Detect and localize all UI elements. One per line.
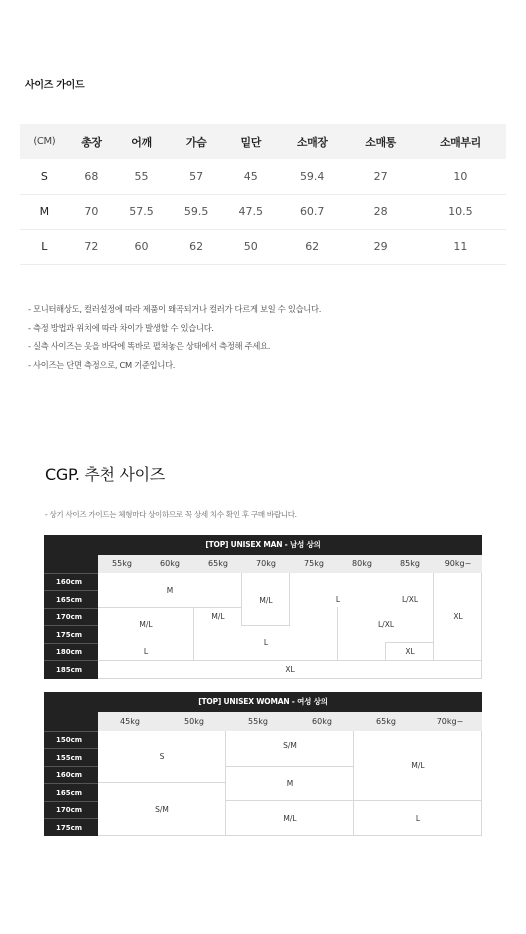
table-cell: 72 — [69, 229, 115, 264]
size-cell: L — [143, 646, 149, 656]
height-label: 160cm — [44, 766, 98, 783]
height-label: 185cm — [44, 660, 98, 679]
table-cell: 57.5 — [114, 194, 169, 229]
size-cell: XL — [285, 665, 295, 674]
weight-label: 60kg — [312, 717, 332, 726]
woman-size-chart — [44, 692, 482, 836]
weight-label: 70kg — [256, 559, 276, 568]
size-table-header-row — [20, 124, 506, 159]
size-cell: L — [335, 594, 341, 604]
size-cell: XL — [405, 646, 415, 656]
size-guide-title: 사이즈 가이드 — [25, 80, 85, 91]
table-cell: 11 — [415, 229, 506, 264]
table-cell: 47.5 — [223, 194, 278, 229]
header-cuff: 소매부리 — [415, 124, 506, 159]
size-cell: L — [263, 638, 269, 647]
weight-label: 70kg~ — [436, 717, 464, 726]
size-table — [20, 124, 506, 265]
height-label: 170cm — [44, 608, 98, 625]
table-cell: 10.5 — [415, 194, 506, 229]
woman-chart-corner — [44, 712, 98, 731]
weight-label: 80kg — [352, 559, 372, 568]
cgp-title: CGP. 추천 사이즈 — [45, 465, 165, 484]
height-label: 155cm — [44, 748, 98, 766]
size-cell: M — [286, 779, 294, 788]
man-chart-header: [TOP] UNISEX MAN - 남성 상의 — [44, 535, 482, 555]
size-cell: M/L — [259, 595, 273, 605]
table-cell: M — [20, 194, 69, 229]
table-cell: 60 — [114, 229, 169, 264]
header-total-length: 총장 — [69, 124, 115, 159]
weight-label: 50kg — [184, 717, 204, 726]
table-cell: S — [20, 159, 69, 194]
weight-label: 90kg~ — [444, 559, 472, 568]
size-cell: M/L — [211, 611, 225, 621]
size-cell: M/L — [139, 620, 153, 629]
man-weight-row — [98, 555, 482, 573]
size-cell: M/L — [411, 761, 425, 770]
size-cell: L/XL — [401, 594, 419, 604]
header-chest: 가슴 — [169, 124, 224, 159]
size-cell: S — [159, 752, 165, 761]
size-cell: S/M — [155, 805, 169, 814]
height-label: 165cm — [44, 783, 98, 801]
weight-label: 60kg — [160, 559, 180, 568]
table-cell: L — [20, 229, 69, 264]
table-cell: 59.5 — [169, 194, 224, 229]
table-cell: 68 — [69, 159, 115, 194]
table-cell: 55 — [114, 159, 169, 194]
man-chart-corner — [44, 555, 98, 573]
weight-label: 75kg — [304, 559, 324, 568]
height-label: 175cm — [44, 818, 98, 836]
height-label: 170cm — [44, 801, 98, 818]
woman-weight-row — [98, 712, 482, 731]
header-hem: 밑단 — [223, 124, 278, 159]
table-cell: 62 — [169, 229, 224, 264]
table-cell: 50 — [223, 229, 278, 264]
header-unit: (CM) — [20, 124, 69, 159]
table-cell: 57 — [169, 159, 224, 194]
table-cell: 62 — [278, 229, 346, 264]
cgp-note: - 상기 사이즈 가이드는 체형마다 상이하므로 꼭 상세 치수 확인 후 구매 바랍니다. — [45, 510, 297, 519]
header-sleeve-width: 소매통 — [346, 124, 414, 159]
header-shoulder: 어깨 — [114, 124, 169, 159]
weight-label: 55kg — [248, 717, 268, 726]
note-item: - 실측 사이즈는 옷을 바닥에 똑바로 펼쳐놓은 상태에서 측정해 주세요. — [28, 341, 271, 351]
height-label: 175cm — [44, 625, 98, 643]
table-row — [20, 194, 506, 229]
weight-label: 55kg — [112, 559, 132, 568]
table-cell: 45 — [223, 159, 278, 194]
notes-list — [28, 300, 321, 374]
table-cell: 28 — [346, 194, 414, 229]
table-row — [20, 229, 506, 264]
man-size-chart — [44, 535, 482, 680]
note-item: - 사이즈는 단면 측정으로, CM 기준입니다. — [28, 359, 176, 370]
header-sleeve-length: 소매장 — [278, 124, 346, 159]
height-label: 150cm — [44, 731, 98, 748]
weight-label: 85kg — [400, 559, 420, 568]
table-row — [20, 159, 506, 194]
table-cell: 59.4 — [278, 159, 346, 194]
height-label: 165cm — [44, 590, 98, 608]
height-label: 180cm — [44, 643, 98, 660]
size-cell: S/M — [283, 740, 297, 750]
table-cell: 27 — [346, 159, 414, 194]
size-cell: L/XL — [377, 620, 395, 629]
woman-chart-grid — [98, 731, 482, 836]
note-item: - 측정 방법과 위치에 따라 차이가 발생할 수 있습니다. — [28, 322, 214, 333]
table-cell: 70 — [69, 194, 115, 229]
weight-label: 65kg — [376, 717, 396, 726]
note-item: - 모니터해상도, 컬러설정에 따라 제품이 왜곡되거나 컬러가 다르게 보일 수 있습니다. — [28, 304, 322, 314]
woman-chart-header: [TOP] UNISEX WOMAN - 여성 상의 — [44, 692, 482, 712]
weight-label: 45kg — [120, 717, 140, 726]
size-cell: M/L — [283, 814, 297, 823]
size-cell: XL — [453, 612, 463, 621]
weight-label: 65kg — [208, 559, 228, 568]
size-cell: L — [415, 814, 421, 823]
size-cell: M — [166, 585, 174, 595]
height-label: 160cm — [44, 573, 98, 590]
table-cell: 10 — [415, 159, 506, 194]
table-cell: 60.7 — [278, 194, 346, 229]
man-chart-grid — [98, 573, 482, 679]
table-cell: 29 — [346, 229, 414, 264]
